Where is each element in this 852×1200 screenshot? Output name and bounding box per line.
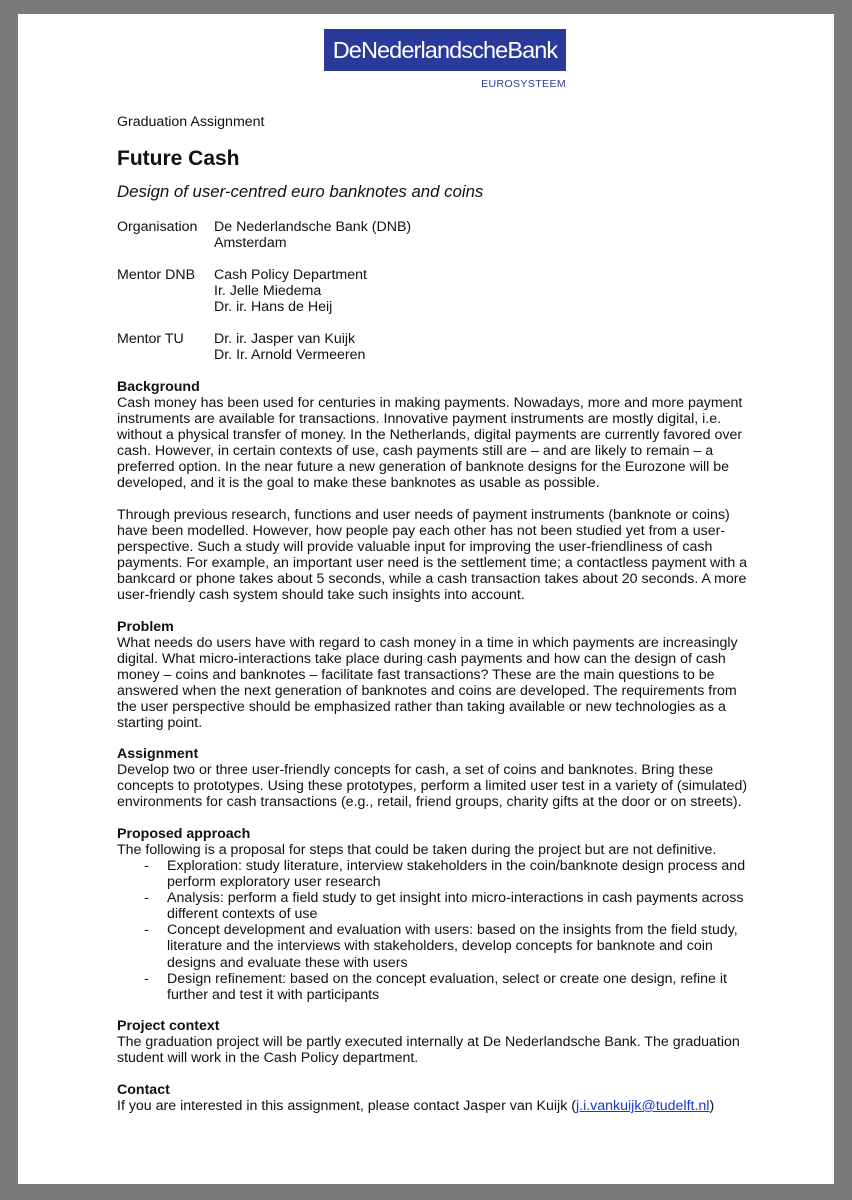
- mentor-tu-label: Mentor TU: [117, 331, 184, 347]
- eurosysteem-label: EUROSYSTEEM: [481, 78, 566, 90]
- list-item: [117, 971, 757, 1003]
- mentor-tu-value: Dr. ir. Jasper van Kuijk: [214, 331, 356, 347]
- text-line: designs and evaluate these with users: [167, 954, 408, 971]
- text-line: user-friendly cash system should take such insights into account.: [117, 587, 525, 604]
- problem-paragraph: [117, 635, 757, 732]
- context-heading: Project context: [117, 1018, 220, 1034]
- text-line: perform exploratory user research: [167, 874, 381, 891]
- mentor-tu-value: Dr. Ir. Arnold Vermeeren: [214, 347, 366, 363]
- contact-email-link[interactable]: j.i.vankuijk@tudelft.nl: [575, 1098, 710, 1114]
- bullet-dash: -: [144, 922, 149, 939]
- text-line: preferred option. In the near future a new generation of banknote designs for the Eurozone will be: [117, 459, 730, 476]
- assignment-heading: Assignment: [117, 746, 199, 762]
- contact-text: If you are interested in this assignment, please contact Jasper van Kuijk (: [117, 1098, 576, 1114]
- bullet-dash: -: [144, 858, 149, 874]
- background-heading: Background: [117, 379, 200, 395]
- text-line: The graduation project will be partly executed internally at De Nederlandsche Bank. The graduation: [117, 1034, 740, 1050]
- text-line: Exploration: study literature, interview stakeholders in the coin/banknote design process and: [167, 858, 746, 874]
- problem-heading: Problem: [117, 619, 174, 635]
- text-line: Analysis: perform a field study to get insight into micro-interactions in cash payments across: [167, 890, 744, 907]
- text-line: cash. However, in certain contexts of use, cash payments still are – and are likely to remain – a: [117, 443, 714, 460]
- organisation-value: Amsterdam: [214, 235, 287, 251]
- approach-list: [117, 858, 757, 1003]
- text-line: developed, and it is the goal to make these banknotes as usable as possible.: [117, 475, 600, 492]
- approach-intro: The following is a proposal for steps that could be taken during the project but are not definitive.: [117, 842, 717, 858]
- organisation-label: Organisation: [117, 219, 198, 235]
- text-line: without a physical transfer of money. In the Netherlands, digital payments are currently favored over: [117, 427, 743, 444]
- page-subtitle: Design of user-centred euro banknotes and coins: [117, 182, 484, 201]
- text-line: have been modelled. However, how people pay each other has not been studied yet from a user-: [117, 523, 726, 540]
- assignment-paragraph: [117, 762, 757, 810]
- list-item: [117, 890, 757, 922]
- text-line: money – coins and banknotes – facilitate fast transactions? These are the main questions to be: [117, 667, 715, 684]
- text-line: starting point.: [117, 715, 203, 732]
- text-line: further and test it with participants: [167, 986, 380, 1003]
- background-paragraph-1: [117, 395, 757, 492]
- background-paragraph-2: [117, 507, 757, 604]
- page-title: Future Cash: [117, 147, 240, 170]
- mentor-dnb-value: Cash Policy Department: [214, 267, 367, 283]
- text-line: digital. What micro-interactions take place during cash payments and how can the design of cash: [117, 651, 726, 668]
- mentor-dnb-value: Ir. Jelle Miedema: [214, 283, 322, 299]
- text-line: literature and the interviews with stakeholders, develop concepts for banknote and coin: [167, 938, 713, 955]
- text-line: student will work in the Cash Policy department.: [117, 1050, 419, 1067]
- text-line: Through previous research, functions and user needs of payment instruments (banknote or coins): [117, 507, 730, 523]
- text-line: Design refinement: based on the concept evaluation, select or create one design, refine it: [167, 970, 727, 987]
- list-item: [117, 858, 757, 890]
- context-paragraph: [117, 1034, 757, 1066]
- text-line: answered when the next generation of banknotes and coins are developed. The requirements from: [117, 683, 737, 700]
- text-line: concepts to prototypes. Using these prototypes, perform a limited user test in a variety of (simulated): [117, 778, 748, 795]
- text-line: the user perspective should be emphasized rather than taking available or new technologies as a: [117, 699, 726, 716]
- text-line: What needs do users have with regard to cash money in a time in which payments are increasingly: [117, 635, 738, 651]
- mentor-dnb-label: Mentor DNB: [117, 267, 196, 283]
- bullet-dash: -: [144, 890, 149, 907]
- text-line: payments. For example, an important user need is the settlement time; a contactless payment with a: [117, 555, 748, 572]
- text-line: different contexts of use: [167, 906, 318, 923]
- contact-line: [117, 1098, 714, 1114]
- text-line: instruments are available for transactions. Innovative payment instruments are mostly digital, i.e.: [117, 411, 722, 428]
- organisation-value: De Nederlandsche Bank (DNB): [214, 219, 412, 235]
- text-line: Develop two or three user-friendly concepts for cash, a set of coins and banknotes. Bring these: [117, 762, 714, 778]
- approach-heading: Proposed approach: [117, 826, 251, 842]
- text-line: perspective. Such a study will provide valuable input for improving the user-friendliness of cash: [117, 539, 713, 556]
- contact-text-end: ): [709, 1098, 715, 1114]
- mentor-dnb-value: Dr. ir. Hans de Heij: [214, 299, 333, 315]
- text-line: Cash money has been used for centuries in making payments. Nowadays, more and more payment: [117, 395, 743, 411]
- text-line: bankcard or phone takes about 5 seconds, while a cash transaction takes about 20 seconds. A more: [117, 571, 747, 588]
- dnb-logo: DeNederlandscheBank: [324, 29, 566, 71]
- bullet-dash: -: [144, 970, 149, 987]
- contact-heading: Contact: [117, 1082, 170, 1098]
- list-item: [117, 922, 757, 970]
- text-line: environments for cash transactions (e.g., retail, friend groups, charity gifts at the door or on streets).: [117, 794, 742, 811]
- doc-type: Graduation Assignment: [117, 114, 265, 130]
- text-line: Concept development and evaluation with users: based on the insights from the field study,: [167, 922, 738, 939]
- document-page: [18, 14, 834, 1184]
